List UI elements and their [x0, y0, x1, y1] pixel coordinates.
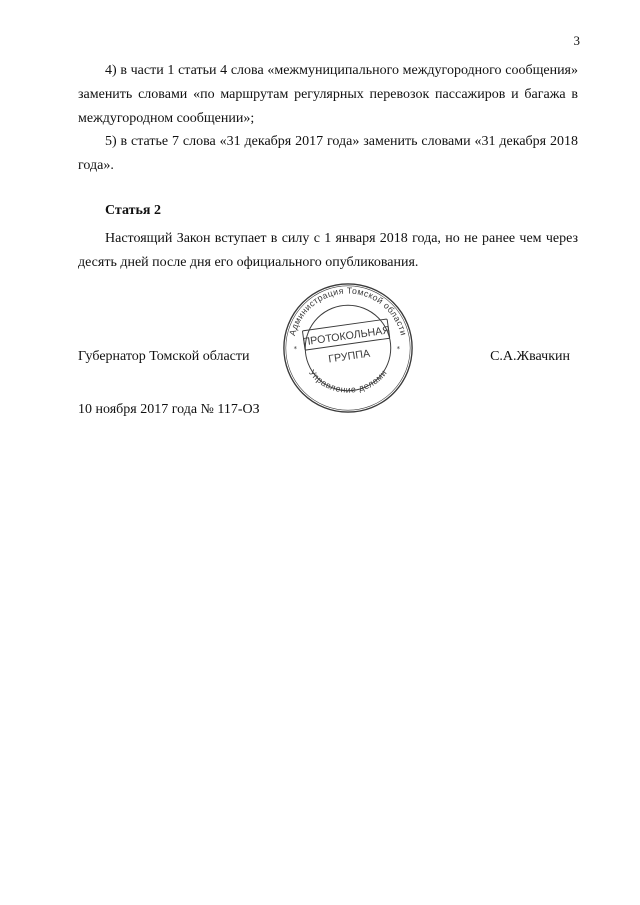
official-seal	[280, 280, 416, 416]
svg-text:Администрация Томской области	[287, 286, 409, 337]
law-date-number: 10 ноября 2017 года № 117-ОЗ	[78, 402, 260, 417]
article-text: Настоящий Закон вступает в силу с 1 января 2018 года, но не ранее чем через десять дней после дня его официального опубликования.	[78, 231, 578, 270]
seal-outer-bottom-text: Управление делами	[307, 367, 389, 395]
page-number: 3	[573, 33, 580, 48]
paragraph-item-5: 5) в статье 7 слова «31 декабря 2017 года» заменить словами «31 декабря 2018 года».	[78, 134, 578, 173]
seal-inner-line-1: ПРОТОКОЛЬНАЯ	[301, 324, 391, 349]
article-heading: Статья 2	[105, 203, 161, 218]
signatory-position: Губернатор Томской области	[78, 349, 250, 364]
paragraph-item-4: 4) в части 1 статьи 4 слова «межмуниципального междугородного сообщения» заменить словами «по маршрутам регулярных перевозок пассажиров и багажа в междугородном сообщении»;	[78, 63, 578, 126]
svg-text:Управление делами	[307, 368, 389, 395]
svg-text:*: *	[396, 344, 400, 353]
signatory-name: С.А.Жвачкин	[490, 349, 570, 364]
seal-inner-line-2: ГРУППА	[327, 347, 371, 366]
svg-text:*: *	[293, 344, 298, 353]
seal-outer-top-text: Администрация Томской области	[287, 285, 409, 337]
